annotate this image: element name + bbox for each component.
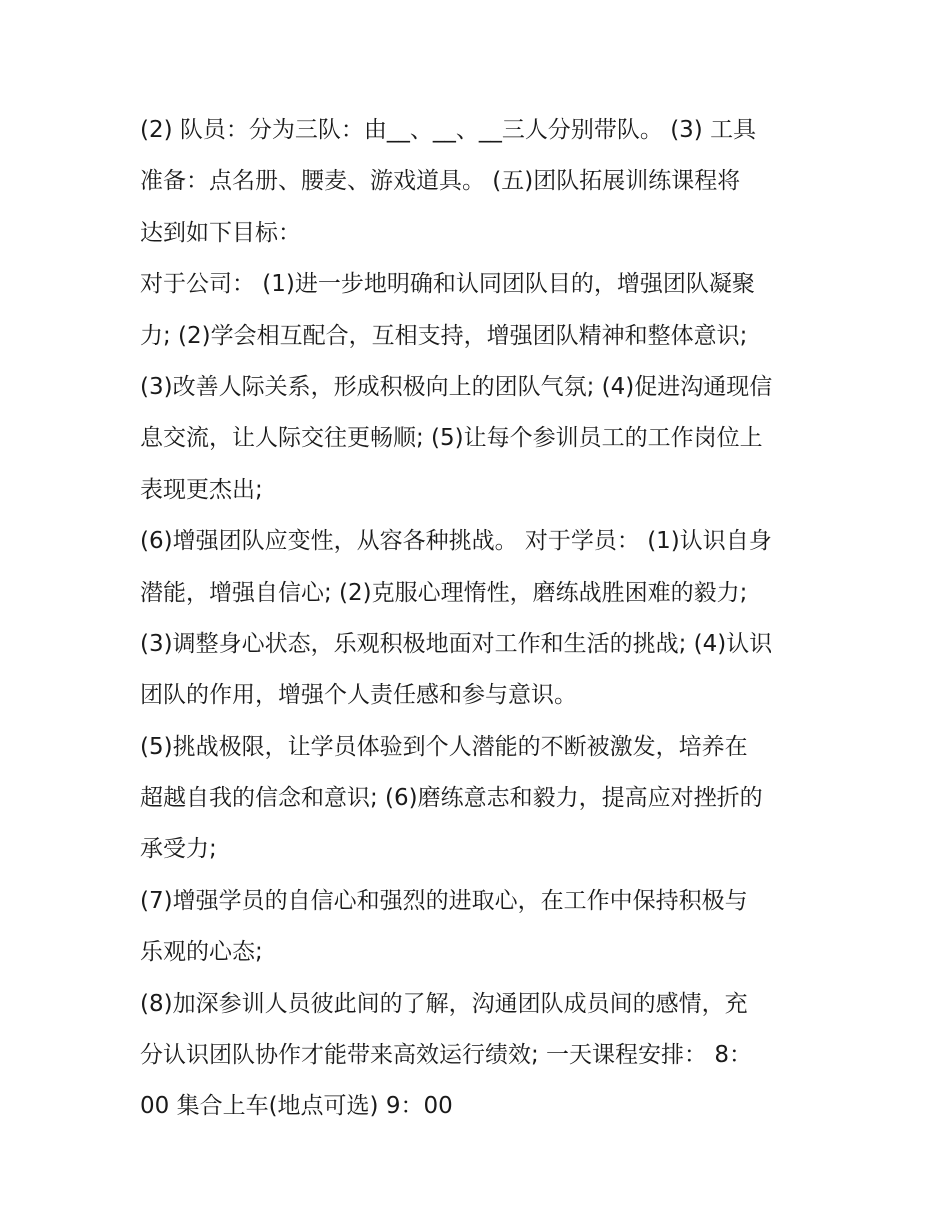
text-line: 息交流，让人际交往更畅顺; (5)让每个参训员工的工作岗位上 [140, 425, 763, 452]
text-line: (5)挑战极限，让学员体验到个人潜能的不断被激发，培养在 [140, 733, 748, 760]
text-line: 承受力; [140, 836, 217, 863]
text-line: (3)调整身心状态，乐观积极地面对工作和生活的挑战; (4)认识 [140, 630, 773, 657]
body-text [140, 110, 820, 1138]
text-line: 00 集合上车(地点可选) 9：00 [140, 1093, 453, 1120]
text-line: 达到如下目标： [140, 219, 301, 246]
text-line: 团队的作用，增强个人责任感和参与意识。 [140, 682, 577, 709]
text-line: 分认识团队协作才能带来高效运行绩效; 一天课程安排： 8： [140, 1042, 753, 1069]
text-line: (3)改善人际关系，形成积极向上的团队气氛; (4)促进沟通现信 [140, 373, 773, 400]
text-line: 乐观的心态; [140, 939, 263, 966]
text-line: 对于公司： (1)进一步地明确和认同团队目的，增强团队凝聚 [140, 271, 755, 298]
text-line: 表现更杰出; [140, 476, 263, 503]
text-line: (2) 队员：分为三队：由__、__、__三人分别带队。 (3) 工具 [140, 117, 757, 143]
text-line: 超越自我的信念和意识; (6)磨练意志和毅力，提高应对挫折的 [140, 785, 763, 812]
text-line: 准备：点名册、腰麦、游戏道具。 (五)团队拓展训练课程将 [140, 168, 741, 195]
text-line: 力; (2)学会相互配合，互相支持，增强团队精神和整体意识; [140, 322, 748, 349]
text-line: 潜能，增强自信心; (2)克服心理惰性，磨练战胜困难的毅力; [140, 579, 748, 606]
text-line: (8)加深参训人员彼此间的了解，沟通团队成员间的感情，充 [140, 990, 748, 1017]
text-line: (6)增强团队应变性，从容各种挑战。 对于学员： (1)认识自身 [140, 528, 772, 555]
text-line: (7)增强学员的自信心和强烈的进取心，在工作中保持积极与 [140, 887, 748, 914]
